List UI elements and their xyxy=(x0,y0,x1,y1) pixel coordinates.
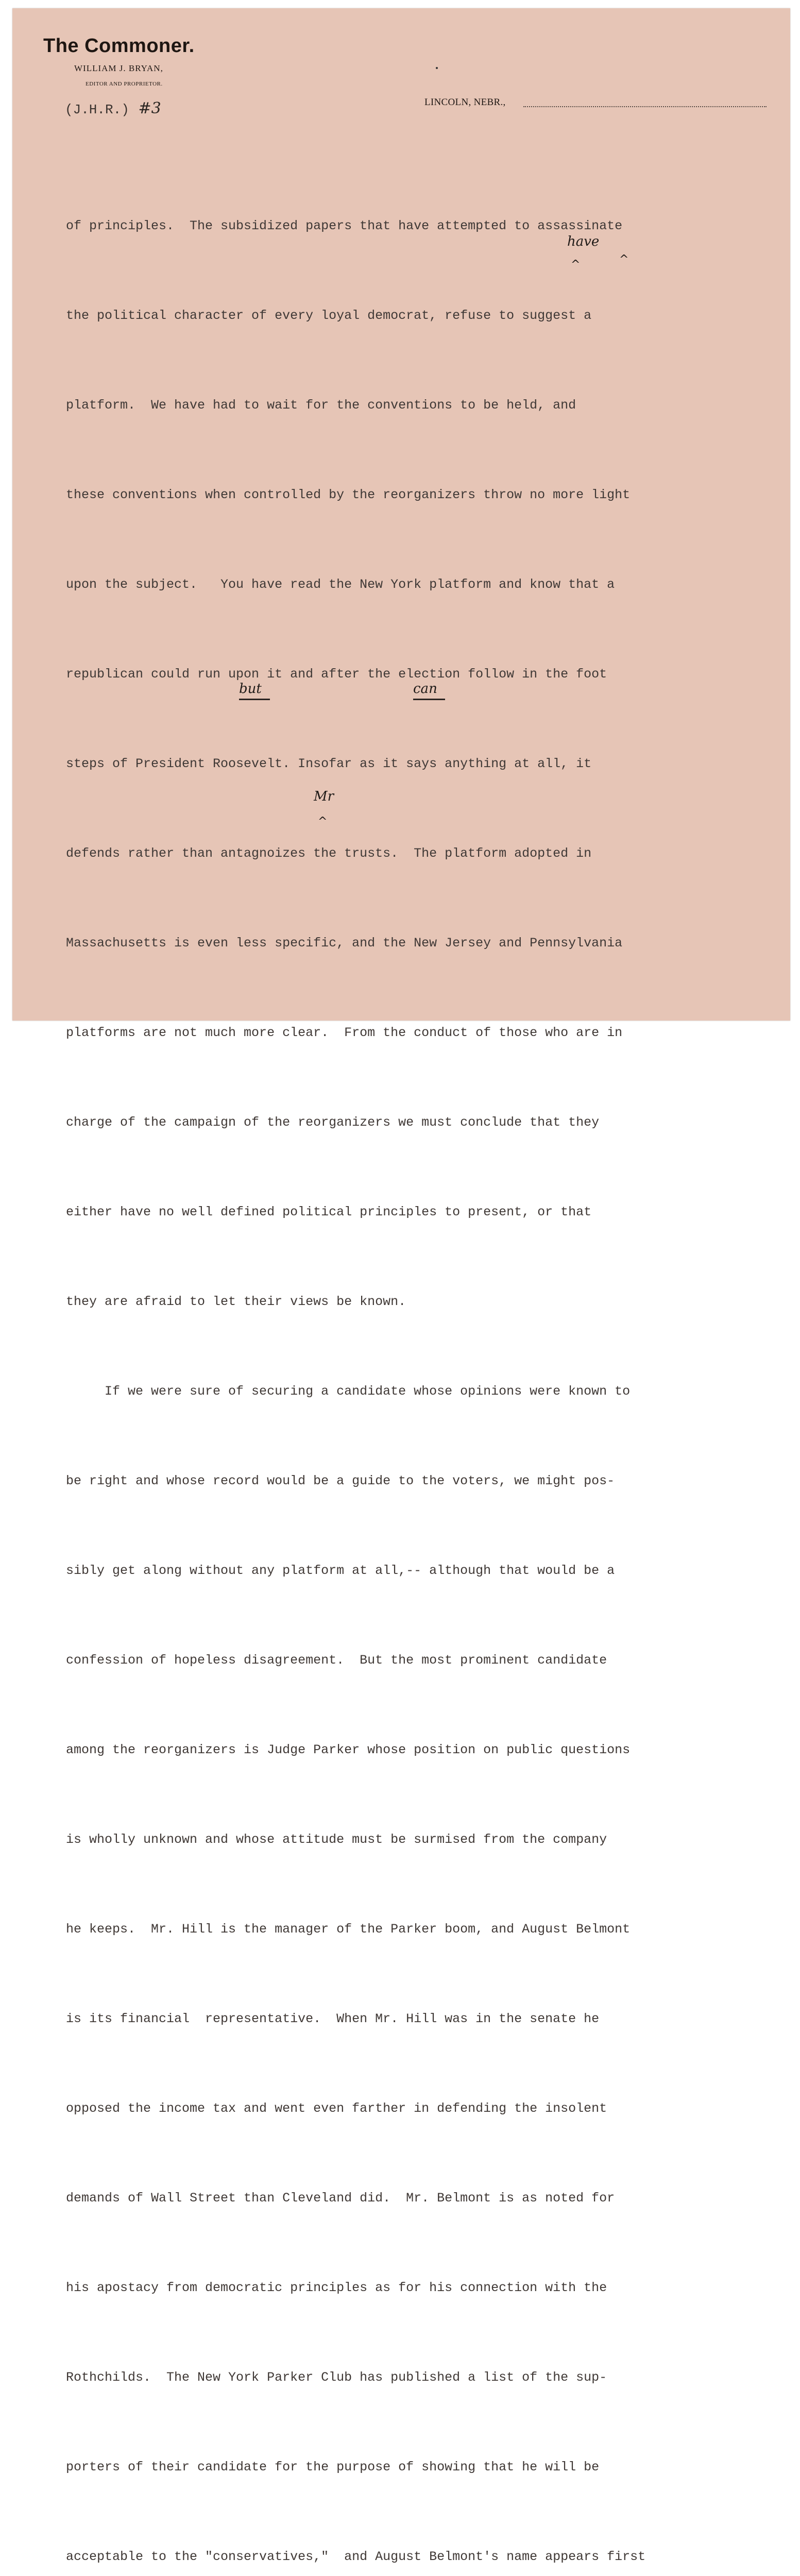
handwritten-insert-can: can xyxy=(413,681,437,697)
insertion-caret-icon: ^ xyxy=(619,253,629,266)
body-line: is wholly unknown and whose attitude must be surmised from the company xyxy=(66,1832,607,1847)
body-line: upon the subject. You have read the New York platform and know that a xyxy=(66,577,615,592)
body-line: republican could run upon it and after the election follow in the foot xyxy=(66,667,607,682)
body-line: be right and whose record would be a guide to the voters, we might pos- xyxy=(66,1473,615,1488)
reference-handwritten: #3 xyxy=(138,99,161,117)
body-line: among the reorganizers is Judge Parker whose position on public questions xyxy=(66,1742,631,1757)
body-line: steps of President Roosevelt. Insofar as it says anything at all, it xyxy=(66,756,592,771)
body-line: the political character of every loyal democrat, refuse to suggest a xyxy=(66,308,592,323)
body-line: Massachusetts is even less specific, and the New Jersey and Pennsylvania xyxy=(66,936,623,951)
body-line: either have no well defined political principles to present, or that xyxy=(66,1205,592,1219)
strikethrough-and xyxy=(239,699,270,700)
body-line: platform. We have had to wait for the conventions to be held, and xyxy=(66,398,576,413)
letterhead-location: LINCOLN, NEBR., xyxy=(424,97,506,108)
letterhead-title: The Commoner. xyxy=(43,35,195,57)
body-line: sibly get along without any platform at all,-- although that would be a xyxy=(66,1563,615,1578)
body-line: demands of Wall Street than Cleveland did. Mr. Belmont is as noted for xyxy=(66,2191,615,2206)
body-line: confession of hopeless disagreement. But the most prominent candidate xyxy=(66,1653,607,1668)
body-line: If we were sure of securing a candidate whose opinions were known to xyxy=(66,1384,631,1399)
letter-body xyxy=(66,151,797,2576)
body-line: porters of their candidate for the purpose of showing that he will be xyxy=(66,2460,600,2475)
body-line: platforms are not much more clear. From the conduct of those who are in xyxy=(66,1025,623,1040)
insertion-caret-icon: ^ xyxy=(318,815,328,828)
letterhead-editor: WILLIAM J. BRYAN, xyxy=(74,63,163,73)
body-line: defends rather than antagnoizes the trusts. The platform adopted in xyxy=(66,846,592,861)
body-line: opposed the income tax and went even farther in defending the insolent xyxy=(66,2101,607,2116)
handwritten-insert-have: have xyxy=(567,234,600,249)
body-line: Rothchilds. The New York Parker Club has published a list of the sup- xyxy=(66,2370,607,2385)
reference-code xyxy=(65,99,161,117)
body-line: charge of the campaign of the reorganizers we must conclude that they xyxy=(66,1115,600,1130)
body-line: is its financial representative. When Mr. Hill was in the senate he xyxy=(66,2011,600,2026)
ink-dot xyxy=(436,67,438,69)
body-line: acceptable to the "conservatives," and August Belmont's name appears first xyxy=(66,2549,646,2564)
body-line: these conventions when controlled by the reorganizers throw no more light xyxy=(66,487,631,502)
body-line: of principles. The subsidized papers that have attempted to assassinate xyxy=(66,218,623,233)
letter-sheet xyxy=(12,8,790,2564)
letterhead-role: EDITOR AND PROPRIETOR. xyxy=(86,81,163,87)
handwritten-insert-but: but xyxy=(239,681,262,697)
date-line xyxy=(523,106,767,107)
strikethrough-must xyxy=(413,699,445,700)
body-line: his apostacy from democratic principles as for his connection with the xyxy=(66,2280,607,2295)
handwritten-insert-mr: Mr xyxy=(314,789,334,804)
body-line: they are afraid to let their views be known. xyxy=(66,1294,406,1309)
reference-typed: (J.H.R.) xyxy=(65,102,129,117)
body-line: he keeps. Mr. Hill is the manager of the Parker boom, and August Belmont xyxy=(66,1922,631,1937)
insertion-caret-icon: ^ xyxy=(571,258,581,271)
